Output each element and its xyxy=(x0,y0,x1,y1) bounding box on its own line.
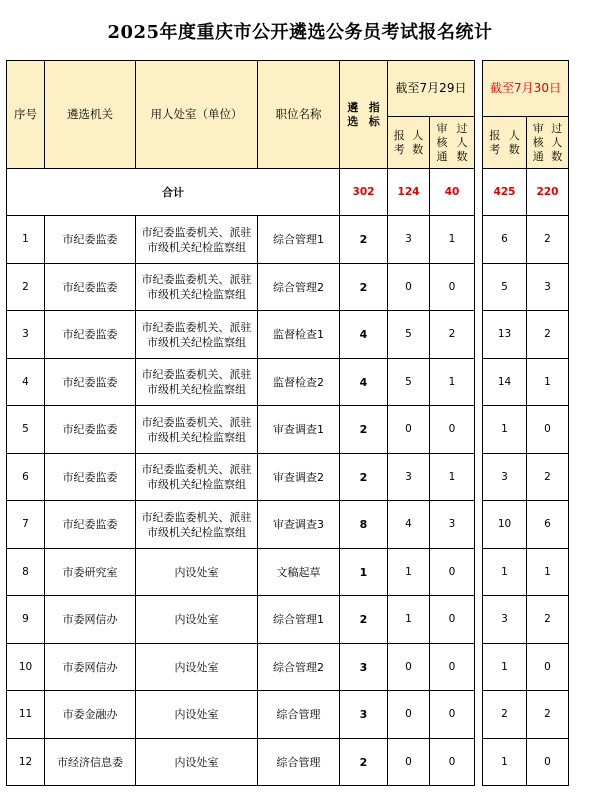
total-p1-apply: 124 xyxy=(387,168,430,216)
row-p1-apply: 0 xyxy=(387,263,430,311)
row-org: 市委研究室 xyxy=(44,548,136,596)
row-seq: 3 xyxy=(6,310,45,359)
row-seq: 4 xyxy=(6,358,45,406)
row-org: 市委网信办 xyxy=(44,643,136,691)
row-dept: 内设处室 xyxy=(135,595,258,644)
row-p1-apply: 0 xyxy=(387,690,430,739)
row-p1-pass: 0 xyxy=(429,595,475,644)
row-p2-pass: 0 xyxy=(526,738,569,786)
header-quota xyxy=(339,60,388,169)
header-p2-pass-line: 审核通 xyxy=(532,121,544,163)
header-quota-line: 遴选 xyxy=(347,100,359,128)
row-p1-pass: 0 xyxy=(429,263,475,311)
row-p2-pass: 1 xyxy=(526,358,569,406)
header-quota-line: 指标 xyxy=(368,100,380,128)
row-dept: 市纪委监委机关、派驻市级机关纪检监察组 xyxy=(135,358,258,406)
total-p2-apply: 425 xyxy=(482,168,527,216)
row-p2-apply: 1 xyxy=(482,643,527,691)
total-quota: 302 xyxy=(339,168,388,216)
row-seq: 10 xyxy=(6,643,45,691)
row-seq: 9 xyxy=(6,595,45,644)
row-p2-pass: 2 xyxy=(526,310,569,359)
row-org: 市经济信息委 xyxy=(44,738,136,786)
header-p2-pass xyxy=(526,116,569,169)
row-p1-apply: 5 xyxy=(387,310,430,359)
row-org: 市纪委监委 xyxy=(44,500,136,549)
row-quota: 2 xyxy=(339,263,388,311)
row-dept: 市纪委监委机关、派驻市级机关纪检监察组 xyxy=(135,453,258,501)
header-org: 遴选机关 xyxy=(44,60,136,169)
row-quota: 2 xyxy=(339,215,388,264)
row-dept: 市纪委监委机关、派驻市级机关纪检监察组 xyxy=(135,215,258,264)
row-quota: 2 xyxy=(339,595,388,644)
row-dept: 内设处室 xyxy=(135,643,258,691)
row-position: 综合管理1 xyxy=(257,215,340,264)
row-dept: 市纪委监委机关、派驻市级机关纪检监察组 xyxy=(135,263,258,311)
header-p2-apply-line: 人数 xyxy=(508,128,520,156)
row-p1-apply: 3 xyxy=(387,453,430,501)
row-org: 市委金融办 xyxy=(44,690,136,739)
row-p1-pass: 0 xyxy=(429,690,475,739)
header-p1-apply xyxy=(387,116,430,169)
row-p1-pass: 1 xyxy=(429,453,475,501)
row-p1-pass: 3 xyxy=(429,500,475,549)
row-dept: 内设处室 xyxy=(135,738,258,786)
row-org: 市委网信办 xyxy=(44,595,136,644)
total-label: 合计 xyxy=(6,168,340,216)
row-seq: 7 xyxy=(6,500,45,549)
row-p2-pass: 2 xyxy=(526,453,569,501)
header-dept: 用人处室（单位） xyxy=(135,60,258,169)
row-dept: 市纪委监委机关、派驻市级机关纪检监察组 xyxy=(135,500,258,549)
row-quota: 2 xyxy=(339,738,388,786)
row-p2-apply: 10 xyxy=(482,500,527,549)
row-org: 市纪委监委 xyxy=(44,310,136,359)
header-position: 职位名称 xyxy=(257,60,340,169)
row-p1-apply: 0 xyxy=(387,643,430,691)
row-p2-apply: 1 xyxy=(482,738,527,786)
row-p1-pass: 0 xyxy=(429,548,475,596)
row-p1-pass: 2 xyxy=(429,310,475,359)
row-p2-apply: 3 xyxy=(482,453,527,501)
row-p1-pass: 0 xyxy=(429,405,475,454)
row-p2-pass: 3 xyxy=(526,263,569,311)
row-quota: 2 xyxy=(339,453,388,501)
row-position: 综合管理1 xyxy=(257,595,340,644)
row-p1-apply: 1 xyxy=(387,595,430,644)
row-p2-apply: 14 xyxy=(482,358,527,406)
row-p1-pass: 0 xyxy=(429,643,475,691)
row-p2-apply: 1 xyxy=(482,548,527,596)
row-org: 市纪委监委 xyxy=(44,263,136,311)
row-p1-apply: 4 xyxy=(387,500,430,549)
header-p1-pass xyxy=(429,116,475,169)
row-position: 文稿起草 xyxy=(257,548,340,596)
row-dept: 市纪委监委机关、派驻市级机关纪检监察组 xyxy=(135,405,258,454)
row-position: 审查调查3 xyxy=(257,500,340,549)
row-p1-apply: 0 xyxy=(387,738,430,786)
row-dept: 内设处室 xyxy=(135,690,258,739)
row-p2-apply: 3 xyxy=(482,595,527,644)
row-seq: 6 xyxy=(6,453,45,501)
row-quota: 8 xyxy=(339,500,388,549)
row-p2-pass: 2 xyxy=(526,215,569,264)
row-position: 综合管理 xyxy=(257,690,340,739)
header-seq: 序号 xyxy=(6,60,45,169)
header-p1-pass-line: 审核通 xyxy=(436,121,448,163)
row-p2-apply: 1 xyxy=(482,405,527,454)
row-p2-pass: 2 xyxy=(526,595,569,644)
header-p1-pass-line: 过人数 xyxy=(456,121,468,163)
row-position: 综合管理2 xyxy=(257,643,340,691)
row-position: 监督检查2 xyxy=(257,358,340,406)
row-p1-pass: 1 xyxy=(429,358,475,406)
row-dept: 市纪委监委机关、派驻市级机关纪检监察组 xyxy=(135,310,258,359)
row-p2-pass: 1 xyxy=(526,548,569,596)
row-p1-apply: 0 xyxy=(387,405,430,454)
row-seq: 5 xyxy=(6,405,45,454)
row-quota: 4 xyxy=(339,358,388,406)
row-p2-pass: 0 xyxy=(526,643,569,691)
row-position: 综合管理 xyxy=(257,738,340,786)
row-p2-apply: 5 xyxy=(482,263,527,311)
row-quota: 3 xyxy=(339,643,388,691)
row-p1-apply: 1 xyxy=(387,548,430,596)
row-quota: 4 xyxy=(339,310,388,359)
row-seq: 2 xyxy=(6,263,45,311)
row-p2-apply: 2 xyxy=(482,690,527,739)
total-p1-pass: 40 xyxy=(429,168,475,216)
header-p1-apply-line: 报考 xyxy=(393,128,405,156)
row-p2-pass: 6 xyxy=(526,500,569,549)
row-seq: 12 xyxy=(6,738,45,786)
row-org: 市纪委监委 xyxy=(44,453,136,501)
row-p1-apply: 3 xyxy=(387,215,430,264)
row-seq: 11 xyxy=(6,690,45,739)
row-org: 市纪委监委 xyxy=(44,405,136,454)
row-p1-pass: 0 xyxy=(429,738,475,786)
row-org: 市纪委监委 xyxy=(44,215,136,264)
header-p2-apply xyxy=(482,116,527,169)
row-p1-pass: 1 xyxy=(429,215,475,264)
header-p2-apply-line: 报考 xyxy=(489,128,501,156)
row-dept: 内设处室 xyxy=(135,548,258,596)
row-org: 市纪委监委 xyxy=(44,358,136,406)
row-quota: 3 xyxy=(339,690,388,739)
row-p1-apply: 5 xyxy=(387,358,430,406)
row-p2-pass: 2 xyxy=(526,690,569,739)
header-period-1: 截至7月29日 xyxy=(387,60,475,117)
header-p2-pass-line: 过人数 xyxy=(551,121,563,163)
row-seq: 1 xyxy=(6,215,45,264)
row-position: 综合管理2 xyxy=(257,263,340,311)
row-p2-pass: 0 xyxy=(526,405,569,454)
row-quota: 1 xyxy=(339,548,388,596)
row-p2-apply: 6 xyxy=(482,215,527,264)
row-position: 审查调查1 xyxy=(257,405,340,454)
row-p2-apply: 13 xyxy=(482,310,527,359)
row-position: 监督检查1 xyxy=(257,310,340,359)
row-quota: 2 xyxy=(339,405,388,454)
row-position: 审查调查2 xyxy=(257,453,340,501)
total-p2-pass: 220 xyxy=(526,168,569,216)
header-period-2: 截至7月30日 xyxy=(482,60,569,117)
page-title: 2025年度重庆市公开遴选公务员考试报名统计 xyxy=(107,22,493,43)
row-seq: 8 xyxy=(6,548,45,596)
header-p1-apply-line: 人数 xyxy=(412,128,424,156)
